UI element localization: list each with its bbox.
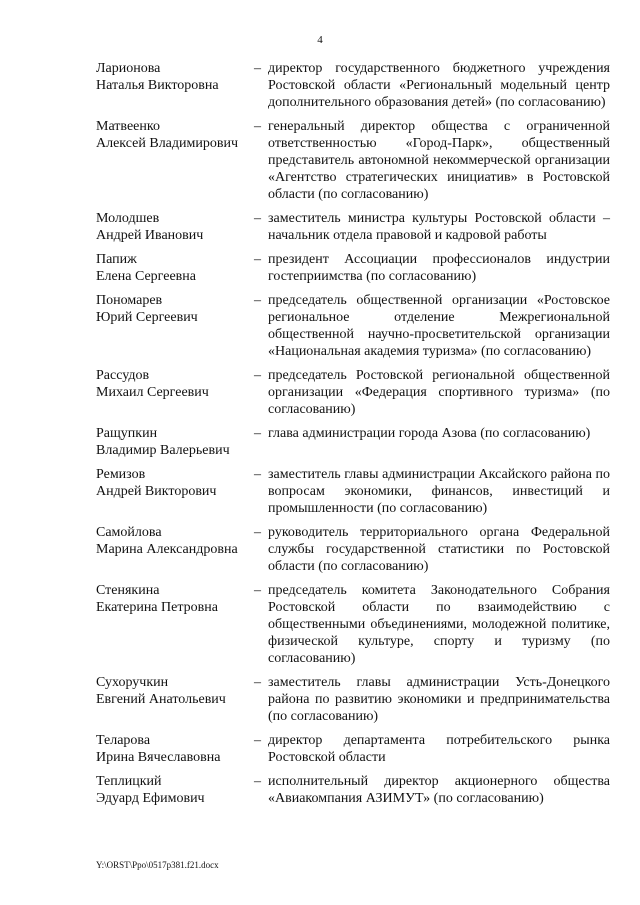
member-dash: – — [254, 675, 261, 690]
member-name — [96, 524, 254, 575]
member-name — [96, 118, 254, 203]
member-name — [96, 732, 254, 766]
member-dash: – — [254, 211, 261, 226]
member-role: заместитель главы администрации Аксайского района по вопросам экономики, финансов, инвестиций и промышленности (по согласованию) — [268, 467, 610, 516]
member-surname: Теларова — [96, 733, 151, 748]
member-dash: – — [254, 61, 261, 76]
footer-file-path: Y:\ORST\Ppo\0517p381.f21.docx — [96, 860, 219, 870]
member-entry — [96, 773, 610, 807]
member-entry — [96, 524, 610, 575]
member-dash: – — [254, 426, 261, 441]
member-entry — [96, 674, 610, 725]
member-name — [96, 292, 254, 360]
member-name — [96, 466, 254, 517]
member-given-names: Наталья Викторовна — [96, 78, 219, 93]
member-given-names: Андрей Викторович — [96, 484, 217, 499]
member-entry — [96, 367, 610, 418]
member-given-names: Евгений Анатольевич — [96, 692, 226, 707]
member-entry — [96, 732, 610, 766]
member-role: заместитель министра культуры Ростовской области – начальник отдела правовой и кадровой работы — [268, 211, 610, 243]
member-surname: Рассудов — [96, 368, 150, 383]
member-entry — [96, 292, 610, 360]
member-dash: – — [254, 583, 261, 598]
member-role: председатель комитета Законодательного Собрания Ростовской области по взаимодействию с общественными объединениями, молодежной политике, физической культуре, спорту и туризму (по согласованию) — [268, 583, 610, 666]
member-dash: – — [254, 525, 261, 540]
member-name — [96, 582, 254, 667]
member-name — [96, 251, 254, 285]
member-dash: – — [254, 733, 261, 748]
member-entry — [96, 210, 610, 244]
member-name — [96, 60, 254, 111]
member-entry — [96, 118, 610, 203]
member-given-names: Михаил Сергеевич — [96, 385, 209, 400]
member-given-names: Марина Александровна — [96, 542, 238, 557]
member-role: глава администрации города Азова (по согласованию) — [268, 426, 591, 441]
member-given-names: Елена Сергеевна — [96, 269, 196, 284]
member-surname: Теплицкий — [96, 774, 162, 789]
member-entry — [96, 582, 610, 667]
member-given-names: Алексей Владимирович — [96, 136, 239, 151]
member-name — [96, 425, 254, 459]
member-given-names: Ирина Вячеславовна — [96, 750, 221, 765]
member-role: директор государственного бюджетного учреждения Ростовской области «Региональный модельный центр дополнительного образования детей» (по согласованию) — [268, 61, 610, 110]
member-dash: – — [254, 774, 261, 789]
member-surname: Папиж — [96, 252, 137, 267]
member-given-names: Екатерина Петровна — [96, 600, 218, 615]
member-entry — [96, 60, 610, 111]
member-surname: Ремизов — [96, 467, 146, 482]
member-role: заместитель главы администрации Усть-Донецкого района по развитию экономики и предпринимательства (по согласованию) — [268, 675, 610, 724]
member-role: руководитель территориального органа Федеральной службы государственной статистики по Ростовской области (по согласованию) — [268, 525, 610, 574]
member-name — [96, 367, 254, 418]
member-role: председатель общественной организации «Ростовское региональное отделение Межрегиональной общественной научно-просветительской организации «Национальная академия туризма» (по согласованию) — [268, 293, 610, 359]
member-entry — [96, 425, 610, 459]
member-name — [96, 773, 254, 807]
member-role: председатель Ростовской региональной общественной организации «Федерация спортивного туризма» (по согласованию) — [268, 368, 610, 417]
member-given-names: Андрей Иванович — [96, 228, 204, 243]
member-role: директор департамента потребительского рынка Ростовской области — [268, 733, 610, 765]
page-number: 4 — [317, 34, 323, 46]
member-surname: Сухоручкин — [96, 675, 169, 690]
member-surname: Ларионова — [96, 61, 161, 76]
member-dash: – — [254, 293, 261, 308]
member-entry — [96, 466, 610, 517]
member-dash: – — [254, 467, 261, 482]
member-given-names: Эдуард Ефимович — [96, 791, 205, 806]
member-given-names: Владимир Валерьевич — [96, 443, 230, 458]
member-dash: – — [254, 119, 261, 134]
member-role: исполнительный директор акционерного общества «Авиакомпания АЗИМУТ» (по согласованию) — [268, 774, 610, 806]
member-role: президент Ассоциации профессионалов индустрии гостеприимства (по согласованию) — [268, 252, 610, 284]
member-name — [96, 674, 254, 725]
member-dash: – — [254, 252, 261, 267]
member-surname: Молодшев — [96, 211, 160, 226]
member-name — [96, 210, 254, 244]
member-surname: Пономарев — [96, 293, 163, 308]
member-surname: Стенякина — [96, 583, 160, 598]
member-given-names: Юрий Сергеевич — [96, 310, 198, 325]
member-surname: Матвеенко — [96, 119, 160, 134]
member-surname: Самойлова — [96, 525, 162, 540]
member-surname: Ращупкин — [96, 426, 158, 441]
members-list — [96, 60, 610, 807]
member-role: генеральный директор общества с ограниченной ответственностью «Город-Парк», общественный представитель автономной некоммерческой организации «Агентство стратегических инициатив» в Ростовской области (по согласованию) — [268, 119, 610, 202]
member-entry — [96, 251, 610, 285]
member-dash: – — [254, 368, 261, 383]
